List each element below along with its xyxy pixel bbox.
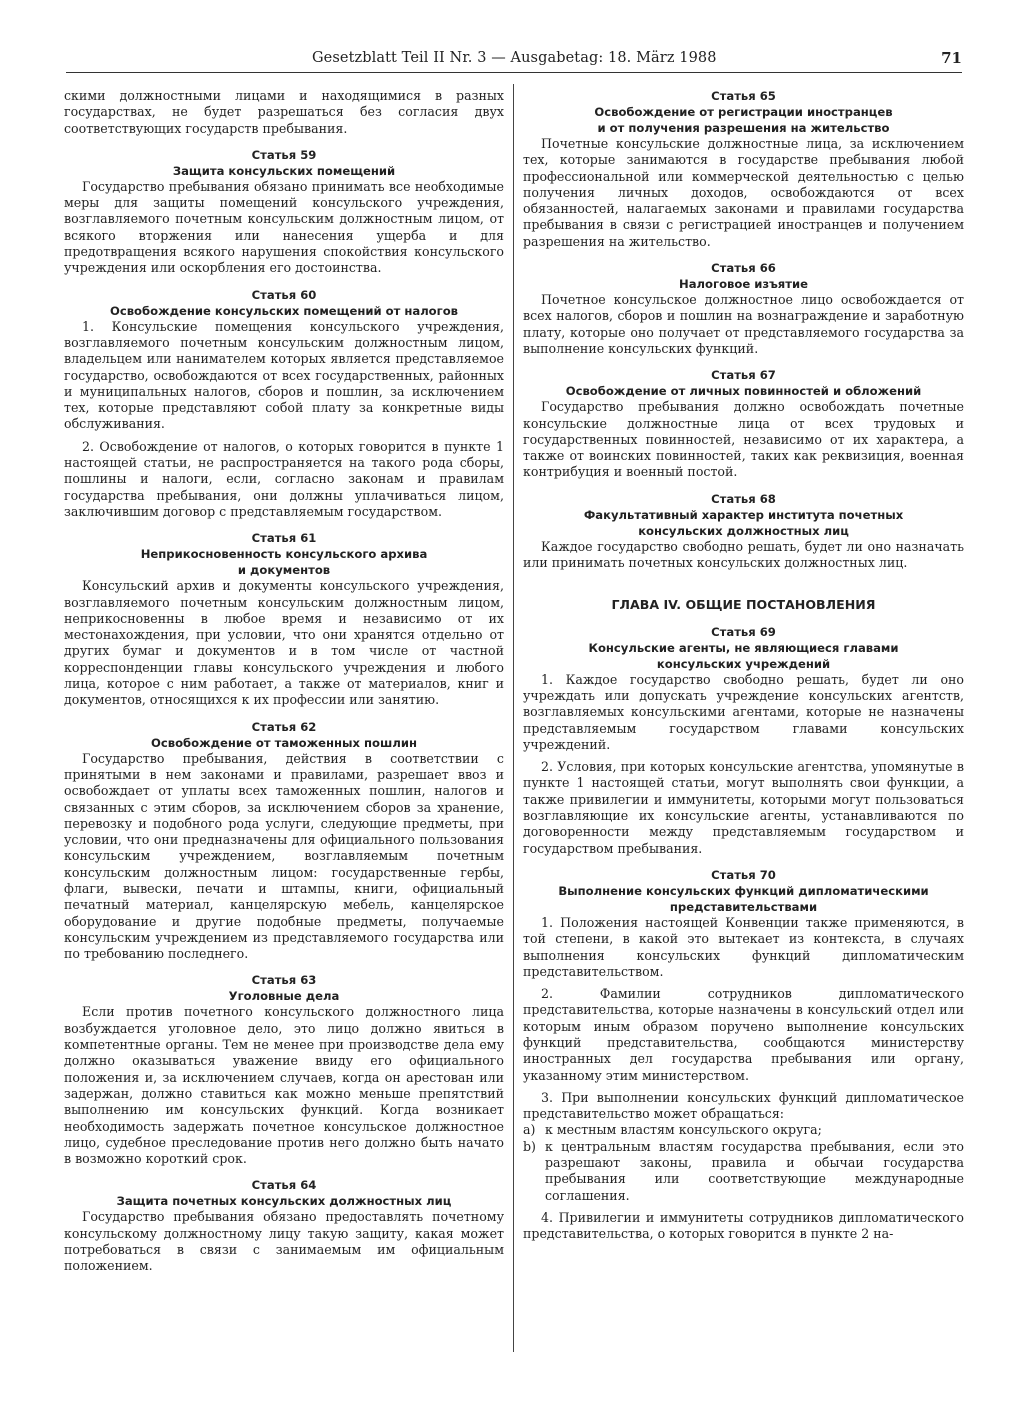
article-64-text: Государство пребывания обязано предоставлять почетному консульскому должностному лицу такую защиту, какая может потребоваться в связи с занимаемым им официальным положением. [64, 1209, 504, 1274]
article-64-number: Статья 64 [251, 1178, 317, 1193]
article-66-number: Статья 66 [711, 261, 776, 276]
article-67-number: Статья 67 [711, 368, 776, 383]
article-64-title: Защита почетных консульских должностных лиц [116, 1194, 452, 1209]
right-column [523, 88, 964, 1243]
article-69-title-line-1: Консульские агенты, не являющиеся главами [588, 640, 899, 655]
article-60-title: Освобождение консульских помещений от налогов [109, 303, 459, 318]
column-divider [513, 84, 514, 1352]
article-63-number: Статья 63 [251, 973, 317, 988]
article-70-title-line-2: представительствами [669, 899, 818, 914]
article-63-text: Если против почетного консульского должностного лица возбуждается уголовное дело, это лицо должно явиться в компетентные органы. Тем не менее при производстве дела ему должно оказываться уважение ввиду его официального положения и, за исключением случаев, когда он арестован или задержан, должно ставиться как можно меньше препятствий выполнению им консульских функций. Когда возникает необходимость задержать почетное консульское должностное лицо, судебное преследование против него должно быть начато в возможно короткий срок. [64, 1004, 504, 1167]
article-61-text: Консульский архив и документы консульского учреждения, возглавляемого почетным консульским должностным лицом, неприкосновенны в любое время и независимо от их местонахождения, при условии, что они хранятся отдельно от других бумаг и документов и в том числе от частной корреспонденции главы консульского учреждения и любого лица, которое с ним работает, а также от материалов, книг и документов, относящихся к их профессии или занятию. [64, 578, 504, 708]
item-a-text: к местным властям консульского округа; [545, 1122, 822, 1138]
header-rule [66, 72, 962, 73]
article-62-title: Освобождение от таможенных пошлин [151, 735, 417, 750]
article-68-number: Статья 68 [711, 491, 776, 506]
article-59-text: Государство пребывания обязано принимать все необходимые меры для защиты помещений консульского учреждения, возглавляемого почетным консульским должностным лицом, от всякого вторжения или нанесения ущерба и для предотвращения всякого нарушения спокойствия консульского учреждения или оскорбления его достоинства. [64, 178, 504, 276]
article-60-para-2: 2. Освобождение от налогов, о которых говорится в пункте 1 настоящей статьи, не распространяется на такого рода сборы, пошлины и налоги, если, согласно законам и правилам государства пребывания, они должны уплачиваться лицом, заключившим договор с представляемым государством. [64, 438, 504, 519]
article-70-para-1: 1. Положения настоящей Конвенции также применяются, в той степени, в какой это вытекает из контекста, в случаях выполнения консульских функций дипломатическим представительством. [523, 914, 964, 979]
article-65-number: Статья 65 [711, 89, 776, 103]
article-70-item-a [523, 1122, 964, 1138]
article-70-para-2: 2. Фамилии сотрудников дипломатического представительства, которые назначены в консульский отдел или которым иным образом поручено выполнение консульских функций представительства, сообщаются министерству иностранных дел государства пребывания или органу, указанному этим министерством. [523, 986, 964, 1083]
article-70-para-4: 4. Привилегии и иммунитеты сотрудников дипломатического представительства, о которых говорится в пункте 2 на- [523, 1209, 964, 1242]
left-column [64, 88, 504, 1275]
continued-paragraph: скими должностными лицами и находящимися в разных государствах, не будет разрешаться без согласия двух соответствующих государств пребывания. [64, 88, 504, 136]
article-69-title-line-2: консульских учреждений [656, 656, 831, 671]
item-a-label: a) [523, 1122, 536, 1138]
article-69-para-2: 2. Условия, при которых консульские агентства, упомянутые в пункте 1 настоящей статьи, могут выполнять свои функции, а также привилегии и иммунитеты, которыми могут пользоваться возглавляющие их консульские агенты, устанавливаются по договоренности между представляемым государством и государством пребывания. [523, 759, 964, 856]
article-68-text: Каждое государство свободно решать, будет ли оно назначать или принимать почетных консульских должностных лиц. [523, 538, 964, 571]
article-61-title-line-1: Неприкосновенность консульского архива [140, 547, 428, 562]
article-67-text: Государство пребывания должно освобождать почетные консульские должностные лица от всех трудовых и государственных повинностей, независимо от их характера, а также от воинских повинностей, таких как реквизиция, военная контрибуция и военный постой. [523, 399, 964, 480]
article-70-item-b [523, 1139, 964, 1204]
article-66-title: Налоговое изъятие [679, 277, 808, 292]
item-b-label: b) [523, 1138, 536, 1154]
article-69-para-1: 1. Каждое государство свободно решать, будет ли оно учреждать или допускать учреждение консульских агентств, возглавляемых консульскими агентами, которые не назначены представляемым государством главами консульских учреждений. [523, 671, 964, 752]
article-65-title-line-2: и от получения разрешения на жительство [597, 121, 890, 135]
article-70-number: Статья 70 [711, 867, 776, 882]
item-b-text: к центральным властям государства пребывания, если это разрешают законы, правила и обычаи государства пребывания или соответствующие международные соглашения. [545, 1138, 964, 1203]
article-60-number: Статья 60 [251, 287, 317, 302]
page-header [66, 50, 962, 70]
chapter-heading: ГЛАВА IV. ОБЩИЕ ПОСТАНОВЛЕНИЯ [611, 597, 876, 613]
article-70-title-line-1: Выполнение консульских функций дипломатическими [558, 883, 929, 898]
article-61-title-line-2: и документов [237, 563, 331, 578]
article-62-text: Государство пребывания, действия в соответствии с принятыми в нем законами и правилами, разрешает ввоз и освобождает от уплаты всех таможенных пошлин, налогов и связанных с этим сборов, за исключением сборов за хранение, перевозку и подобного рода услуги, следующие предметы, при условии, что они предназначены для официального пользования консульским учреждением, возглавляемым почетным консульским должностным лицом: государственные гербы, флаги, вывески, печати и штампы, книги, официальный печатный материал, канцелярскую мебель, канцелярское оборудование и другие подобные предметы, получаемые консульским учреждением из представляемого государства или по требованию последнего. [64, 750, 504, 962]
article-62-number: Статья 62 [251, 719, 317, 734]
running-title: Gesetzblatt Teil II Nr. 3 — Ausgabetag: 18. März 1988 [312, 50, 717, 66]
article-63-title: Уголовные дела [228, 989, 340, 1004]
article-59-number: Статья 59 [251, 147, 317, 162]
article-68-title-line-2: консульских должностных лиц [638, 523, 849, 538]
article-59-title: Защита консульских помещений [172, 163, 396, 178]
article-70-para-3: 3. При выполнении консульских функций дипломатическое представительство может обращаться: [523, 1089, 964, 1122]
page-number: 71 [941, 49, 962, 67]
article-66-text: Почетное консульское должностное лицо освобождается от всех налогов, сборов и пошлин на вознаграждение и заработную плату, которые оно получает от представляемого государства за выполнение консульских функций. [523, 292, 964, 356]
article-68-title-line-1: Факультативный характер института почетных [583, 507, 904, 522]
article-60-para-1: 1. Консульские помещения консульского учреждения, возглавляемого почетным консульским должностным лицом, владельцем или нанимателем которых является представляемое государство, освобождаются от всех государственных, районных и муниципальных налогов, сборов и пошлин, за исключением тех, которые представляют собой плату за конкретные виды обслуживания. [64, 318, 504, 432]
article-67-title: Освобождение от личных повинностей и обложений [565, 384, 922, 399]
article-65-text: Почетные консульские должностные лица, за исключением тех, которые занимаются в государстве пребывания любой профессиональной или коммерческой деятельностью с целью получения личных доходов, освобождаются от всех обязанностей, налагаемых законами и правилами государства пребывания в связи с регистрацией иностранцев и получением разрешения на жительство. [523, 136, 964, 249]
article-65-title-line-1: Освобождение от регистрации иностранцев [594, 105, 893, 119]
article-69-number: Статья 69 [711, 624, 776, 639]
article-61-number: Статья 61 [251, 531, 317, 546]
